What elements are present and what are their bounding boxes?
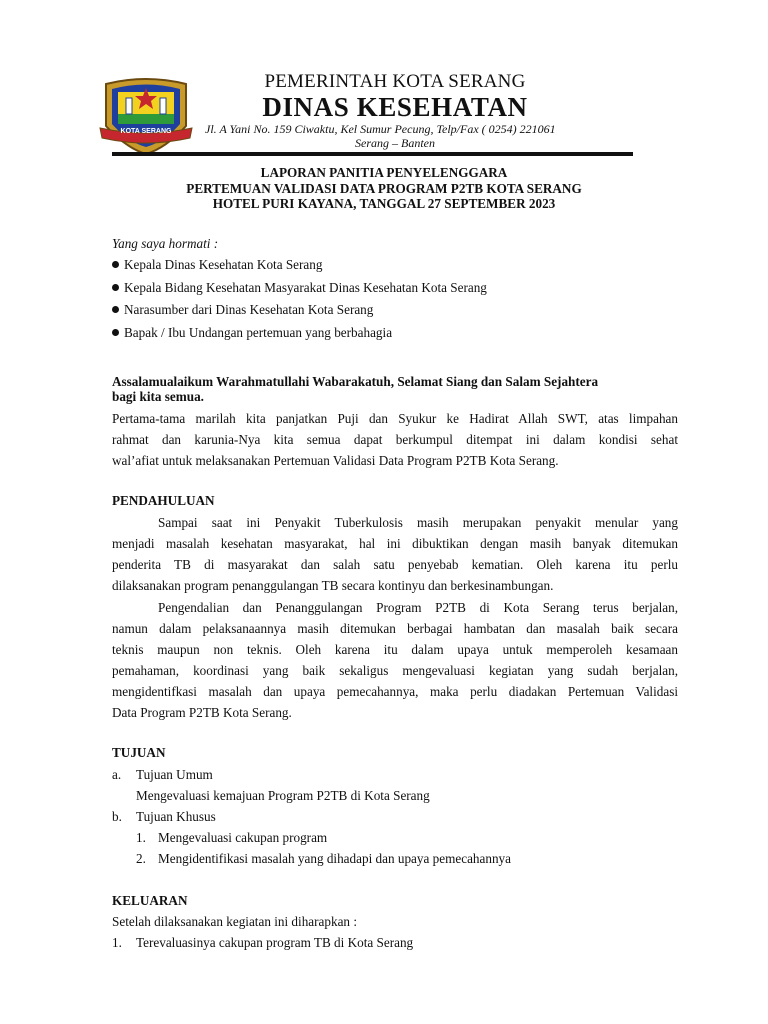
list-label: b. [112,809,122,824]
list-number: 1. [136,830,146,845]
bullet-item [112,257,672,274]
goal-specific-item [136,830,327,847]
opening-paragraph [112,408,678,471]
text-line: menjadi masalah kesehatan masyarakat, hal ini dibuktikan dengan masih banyak ditemukan [112,536,678,551]
goal-specific-title: Tujuan Khusus [136,809,216,824]
text-line: pemahaman, koordinasi yang baik sekaligus mengevaluasi kegiatan yang sudah berjalan, [112,663,678,678]
goal-general [112,767,213,784]
text-line: Pengendalian dan Penanggulangan Program P2TB di Kota Serang terus berjalan, [158,600,678,615]
department-city: Serang – Banten [355,136,435,150]
text-line: namun dalam pelaksanaannya masih ditemukan berbagai hambatan dan masalah baik secara [112,621,678,636]
bullet-text: Kepala Bidang Kesehatan Masyarakat Dinas Kesehatan Kota Serang [124,280,487,295]
bullet-item [112,302,672,319]
goal-specific-text: Mengevaluasi cakupan program [158,830,328,845]
bullet-text: Narasumber dari Dinas Kesehatan Kota Serang [124,302,374,317]
goal-general-text: Mengevaluasi kemajuan Program P2TB di Kota Serang [136,788,430,803]
output-text: Terevaluasinya cakupan program TB di Kota Serang [136,935,414,950]
bullet-dot-icon [112,261,119,268]
bullet-item [112,280,672,297]
goal-general-title: Tujuan Umum [136,767,213,782]
section-heading-tujuan: TUJUAN [112,745,166,760]
goal-specific [112,809,216,826]
section-heading-keluaran: KELUARAN [112,893,188,908]
bullet-dot-icon [112,329,119,336]
bullet-dot-icon [112,284,119,291]
salutation-line: Assalamualaikum Warahmatullahi Wabarakatuh, Selamat Siang dan Salam Sejahtera [112,374,599,389]
text-line: penderita TB di masyarakat dan salah satu penyebab kematian. Oleh karena itu perlu [112,557,678,572]
intro-paragraph-1 [112,512,678,596]
text-line: teknis maupun non teknis. Oleh karena itu dalam upaya untuk memperoleh kesamaan [112,642,678,657]
department-name: DINAS KESEHATAN [262,92,528,122]
letterhead-divider [112,152,633,156]
goal-specific-item [136,851,511,868]
list-number: 1. [112,935,122,950]
list-number: 2. [136,851,146,866]
salutation-line: bagi kita semua. [112,389,204,404]
report-title-line: PERTEMUAN VALIDASI DATA PROGRAM P2TB KOTA SERANG [186,180,582,196]
intro-paragraph-2 [112,597,678,723]
report-title-block [112,165,656,212]
salutation [112,374,678,404]
government-name: PEMERINTAH KOTA SERANG [264,71,526,92]
section-heading-pendahuluan: PENDAHULUAN [112,493,215,508]
output-item [112,935,413,952]
text-line: wal’afiat untuk melaksanakan Pertemuan Validasi Data Program P2TB Kota Serang. [112,453,559,468]
text-line: dilaksanakan program penanggulangan TB secara kontinyu dan berkesinambungan. [112,578,554,593]
report-title-line: LAPORAN PANITIA PENYELENGGARA [260,165,508,180]
department-address: Jl. A Yani No. 159 Ciwaktu, Kel Sumur Pecung, Telp/Fax ( 0254) 221061 [205,122,556,136]
greeting: Yang saya hormati : [112,236,219,251]
goal-specific-text: Mengidentifikasi masalah yang dihadapi dan upaya pemecahannya [158,851,512,866]
bullet-dot-icon [112,306,119,313]
text-line: mengidentifkasi masalah dan upaya pemecahannya, maka perlu diadakan Pertemuan Validasi [112,684,678,699]
text-line: Sampai saat ini Penyakit Tuberkulosis masih merupakan penyakit menular yang [158,515,678,530]
text-line: Pertama-tama marilah kita panjatkan Puji dan Syukur ke Hadirat Allah SWT, atas limpahan [112,411,678,426]
logo-ribbon-text: KOTA SERANG [120,128,172,135]
bullet-text: Kepala Dinas Kesehatan Kota Serang [124,257,323,272]
text-line: rahmat dan karunia-Nya kita semua dapat berkumpul ditempat ini dalam kondisi sehat [112,432,678,447]
output-intro: Setelah dilaksanakan kegiatan ini diharapkan : [112,914,357,929]
bullet-text: Bapak / Ibu Undangan pertemuan yang berbahagia [124,325,393,340]
list-label: a. [112,767,122,782]
bullet-item [112,325,672,342]
report-title-line: HOTEL PURI KAYANA, TANGGAL 27 SEPTEMBER 2023 [212,196,556,211]
city-emblem-logo [96,76,196,156]
text-line: Data Program P2TB Kota Serang. [112,705,292,720]
